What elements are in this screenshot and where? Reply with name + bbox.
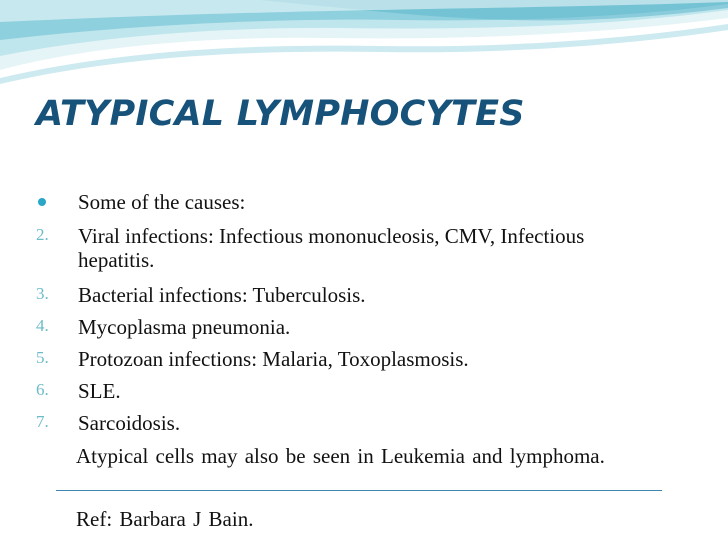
list-item-text: Viral infections: Infectious mononucleosis, CMV, Infectious hepatitis. bbox=[78, 224, 585, 272]
note-text: Atypical cells may also be seen in Leukemia and lymphoma. bbox=[76, 444, 605, 468]
filled-circle-bullet-icon bbox=[38, 198, 46, 206]
list-item-number: 7. bbox=[36, 412, 49, 431]
list-item-number: 2. bbox=[36, 225, 49, 244]
slide-title: ATYPICAL LYMPHOCYTES bbox=[36, 94, 525, 134]
list-item-number: 4. bbox=[36, 316, 49, 335]
reference-text: Ref: Barbara J Bain. bbox=[76, 507, 254, 531]
list-item-text: Sarcoidosis. bbox=[78, 411, 181, 435]
divider-line bbox=[56, 490, 662, 491]
list-item-text: SLE. bbox=[78, 379, 121, 403]
list-item-text: Protozoan infections: Malaria, Toxoplasmosis. bbox=[78, 347, 469, 371]
list-item-text: Mycoplasma pneumonia. bbox=[78, 315, 291, 339]
list-item-number: 3. bbox=[36, 284, 49, 303]
list-item-text: Some of the causes: bbox=[78, 190, 246, 214]
list-item-number: 6. bbox=[36, 380, 49, 399]
list-item-number: 5. bbox=[36, 348, 49, 367]
list-item-text: Bacterial infections: Tuberculosis. bbox=[78, 283, 366, 307]
